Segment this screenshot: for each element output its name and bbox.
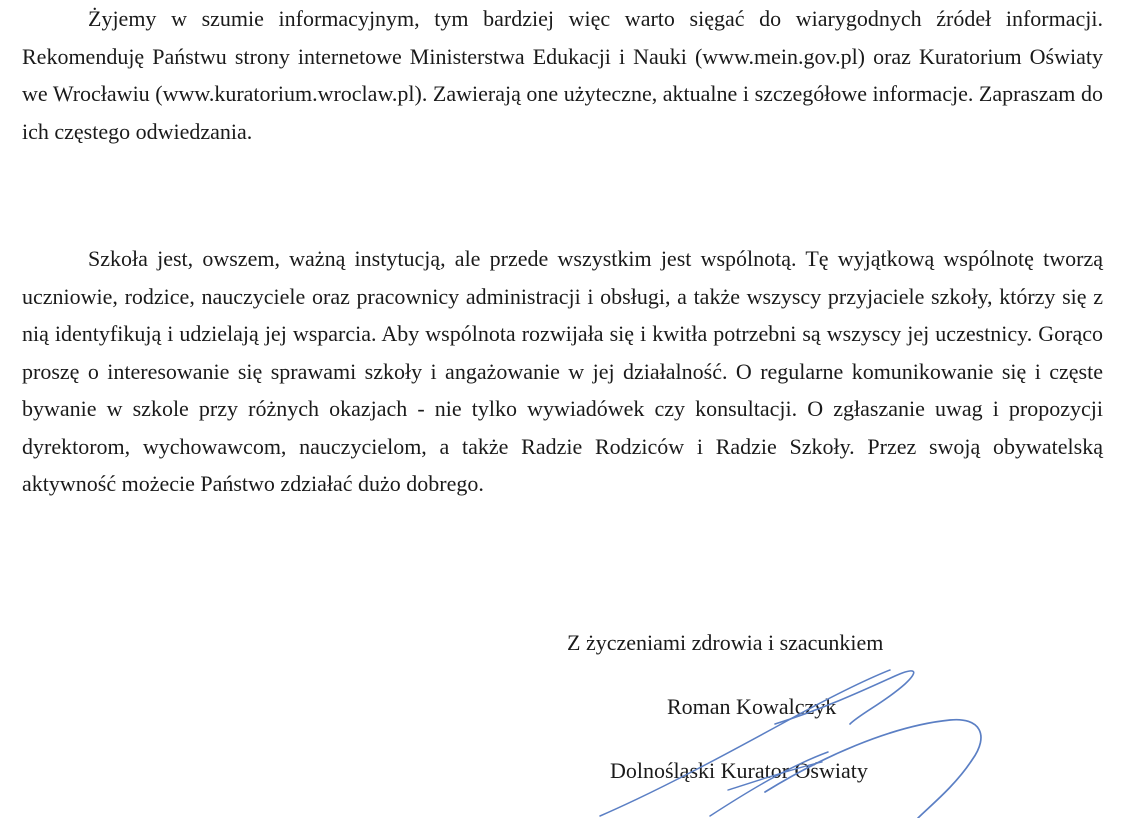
signer-name: Roman Kowalczyk: [667, 694, 837, 719]
letter-closing: Z życzeniami zdrowia i szacunkiem: [567, 630, 884, 655]
letter-paragraph-school-community: Szkoła jest, owszem, ważną instytucją, ale przede wszystkim jest wspólnotą. Tę wyjątkową wspólnotę tworzą uczniowie, rodzice, nauczyciele oraz pracownicy administracji i obsługi, a także wszyscy przyjaciele szkoły, którzy się z nią identyfikują i udzielają jej wsparcia. Aby wspólnota rozwijała się i kwitła potrzebni są wszyscy jej uczestnicy. Gorąco proszę o interesowanie się sprawami szkoły i angażowanie w jej działalność. O regularne komunikowanie się i częste bywanie w szkole przy różnych okazjach - nie tylko wywiadówek czy konsultacji. O zgłaszanie uwag i propozycji dyrektorom, wychowawcom, nauczycielom, a także Radzie Rodziców i Radzie Szkoły. Przez swoją obywatelską aktywność możecie Państwo zdziałać dużo dobrego.: [22, 246, 1103, 496]
letter-paragraph-information-sources: Żyjemy w szumie informacyjnym, tym bardziej więc warto sięgać do wiarygodnych źródeł informacji. Rekomenduję Państwu strony internetowe Ministerstwa Edukacji i Nauki (www.mein.gov.pl) oraz Kuratorium Oświaty we Wrocławiu (www.kuratorium.wroclaw.pl). Zawierają one użyteczne, aktualne i szczegółowe informacje. Zapraszam do ich częstego odwiedzania.: [22, 6, 1103, 144]
handwritten-signature: [560, 640, 1000, 818]
signer-title: Dolnośląski Kurator Oświaty: [610, 758, 868, 783]
